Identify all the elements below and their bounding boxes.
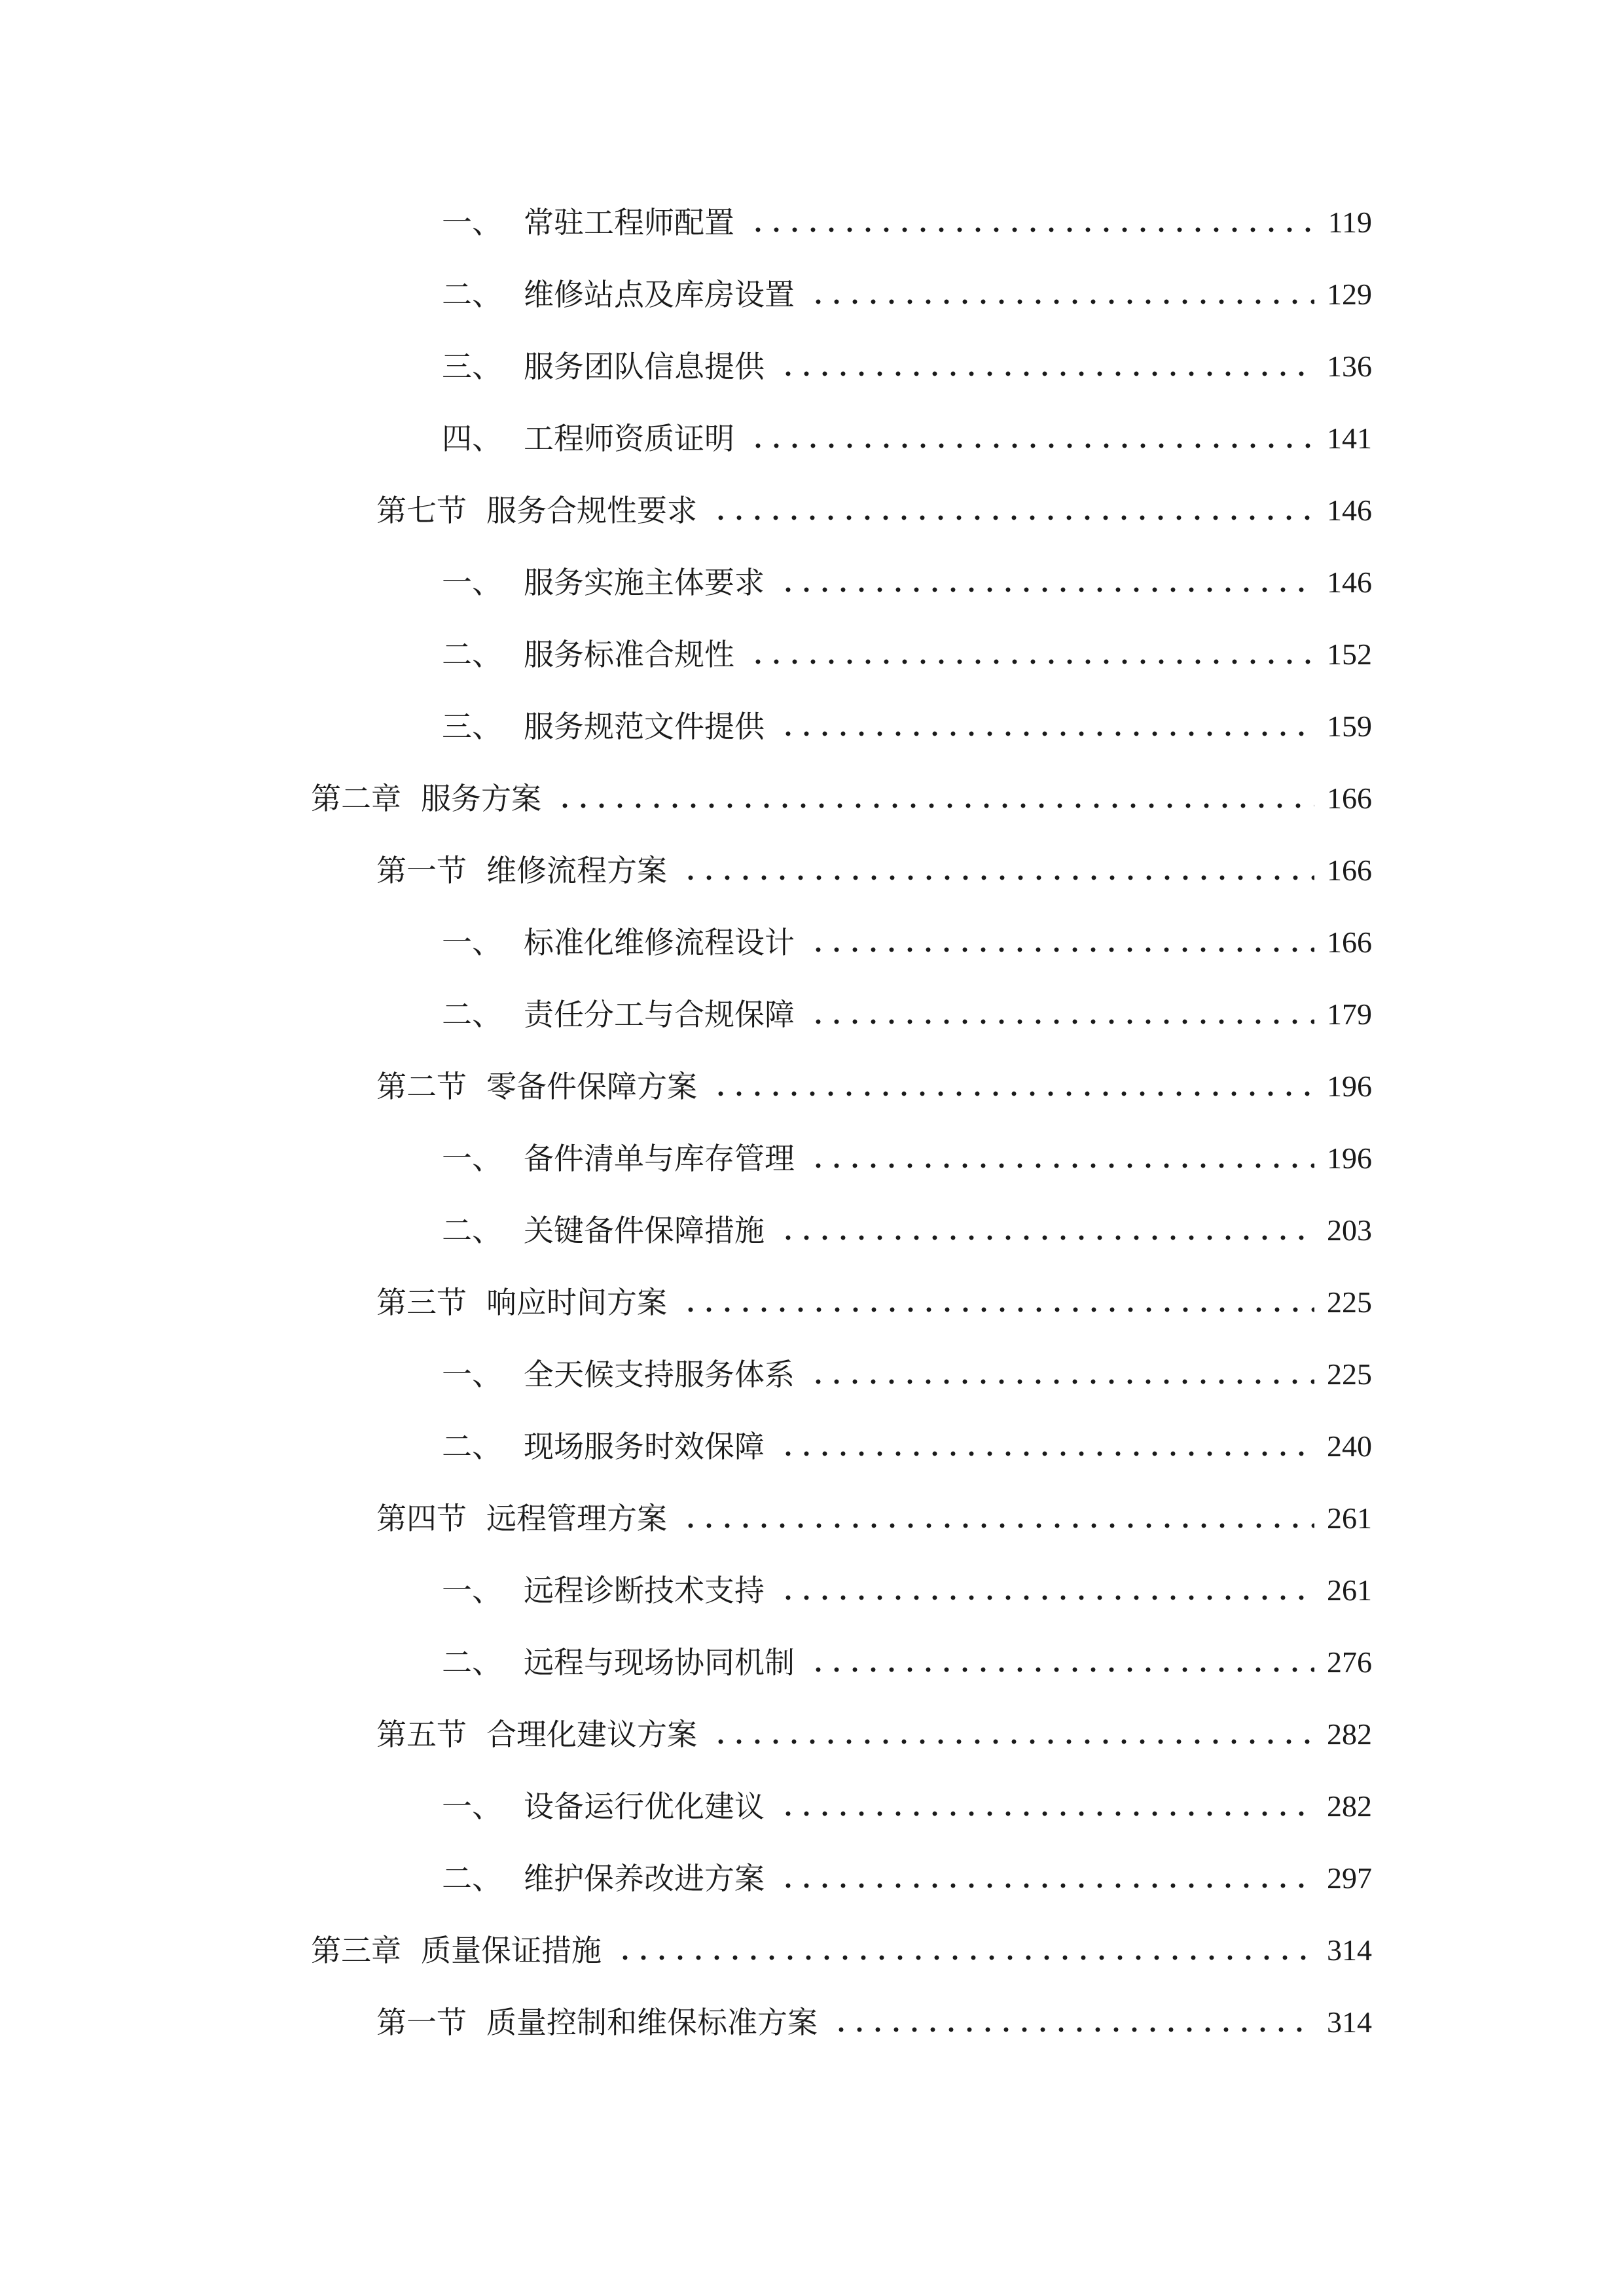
toc-entry[interactable] xyxy=(442,1643,1372,1682)
toc-entry-page-number: 166 xyxy=(1327,781,1372,815)
dot-leader xyxy=(809,275,1314,314)
toc-entry-title: 标准化维修流程设计 xyxy=(524,925,795,960)
dot-leader xyxy=(809,1355,1314,1394)
toc-entry-page-number: 196 xyxy=(1327,1069,1372,1103)
toc-entry[interactable] xyxy=(376,851,1372,890)
dot-leader xyxy=(712,491,1314,530)
toc-entry-page-number: 146 xyxy=(1327,565,1372,599)
toc-entry[interactable] xyxy=(442,995,1372,1034)
dot-leader xyxy=(616,1931,1314,1970)
dot-leader xyxy=(809,1139,1314,1178)
toc-entry[interactable] xyxy=(311,1931,1372,1970)
toc-entry-page-number: 203 xyxy=(1327,1213,1372,1247)
toc-entry-title: 工程师资质证明 xyxy=(524,421,734,456)
toc-entry-prefix: 三、 xyxy=(442,709,502,744)
toc-entry-page-number: 314 xyxy=(1327,1933,1372,1967)
toc-entry-page-number: 136 xyxy=(1327,350,1372,383)
toc-entry[interactable] xyxy=(442,1427,1372,1466)
toc-entry-page-number: 314 xyxy=(1327,2005,1372,2039)
toc-entry[interactable] xyxy=(442,635,1372,674)
toc-entry-prefix: 第三节 xyxy=(376,1285,467,1320)
toc-entry[interactable] xyxy=(442,1139,1372,1178)
toc-entry[interactable] xyxy=(376,1499,1372,1538)
toc-entry-page-number: 196 xyxy=(1327,1141,1372,1175)
toc-entry[interactable] xyxy=(442,275,1372,314)
dot-leader xyxy=(779,1787,1314,1826)
toc-entry-title: 零备件保障方案 xyxy=(486,1069,697,1104)
toc-entry-title: 远程与现场协同机制 xyxy=(524,1645,795,1680)
toc-entry-title: 常驻工程师配置 xyxy=(524,205,734,240)
toc-entry-prefix: 第四节 xyxy=(376,1501,467,1536)
dot-leader xyxy=(809,923,1314,962)
toc-entry-prefix: 二、 xyxy=(442,1213,502,1248)
toc-entry[interactable] xyxy=(442,1571,1372,1610)
dot-leader xyxy=(779,563,1314,602)
toc-entry[interactable] xyxy=(442,707,1372,746)
toc-entry-title: 响应时间方案 xyxy=(486,1285,667,1320)
toc-entry-title: 质量控制和维保标准方案 xyxy=(486,2005,818,2040)
toc-entry-page-number: 261 xyxy=(1327,1501,1372,1535)
toc-entry-prefix: 四、 xyxy=(442,421,502,456)
toc-entry-title: 服务合规性要求 xyxy=(486,493,697,528)
toc-entry-title: 服务实施主体要求 xyxy=(524,565,765,600)
toc-entry-prefix: 一、 xyxy=(442,925,502,960)
dot-leader xyxy=(712,1067,1314,1106)
toc-entry-page-number: 240 xyxy=(1327,1429,1372,1463)
dot-leader xyxy=(556,779,1314,818)
toc-entry-title: 责任分工与合规保障 xyxy=(524,997,795,1032)
toc-entry-page-number: 141 xyxy=(1327,422,1372,455)
toc-entry-title: 服务规范文件提供 xyxy=(524,709,765,744)
toc-entry[interactable] xyxy=(442,563,1372,602)
toc-entry-title: 服务标准合规性 xyxy=(524,637,734,672)
toc-entry-prefix: 第一节 xyxy=(376,853,467,888)
toc-entry[interactable] xyxy=(376,1283,1372,1322)
toc-entry-page-number: 152 xyxy=(1327,637,1372,671)
toc-entry-prefix: 二、 xyxy=(442,997,502,1032)
dot-leader xyxy=(779,1571,1314,1610)
toc-entry[interactable] xyxy=(442,1211,1372,1250)
toc-entry-title: 全天候支持服务体系 xyxy=(524,1357,795,1392)
toc-entry[interactable] xyxy=(442,203,1372,242)
toc-entry-title: 设备运行优化建议 xyxy=(524,1789,765,1824)
toc-entry-page-number: 159 xyxy=(1327,709,1372,743)
dot-leader xyxy=(681,1499,1314,1538)
toc-entry-prefix: 一、 xyxy=(442,205,502,240)
toc-entry-prefix: 二、 xyxy=(442,1645,502,1680)
toc-entry-title: 维护保养改进方案 xyxy=(524,1861,765,1896)
dot-leader xyxy=(832,2003,1314,2042)
toc-entry-prefix: 一、 xyxy=(442,1789,502,1824)
dot-leader xyxy=(712,1715,1314,1754)
toc-entry-page-number: 282 xyxy=(1327,1789,1372,1823)
toc-entry-page-number: 119 xyxy=(1327,206,1372,239)
toc-entry[interactable] xyxy=(442,1859,1372,1898)
dot-leader xyxy=(681,851,1314,890)
toc-entry-prefix: 二、 xyxy=(442,1429,502,1464)
toc-entry-prefix: 一、 xyxy=(442,1141,502,1176)
toc-entry-prefix: 第三章 xyxy=(311,1933,401,1968)
toc-entry-page-number: 225 xyxy=(1327,1285,1372,1319)
dot-leader xyxy=(749,635,1314,674)
toc-entry-prefix: 一、 xyxy=(442,1357,502,1392)
toc-entry-page-number: 166 xyxy=(1327,853,1372,887)
toc-entry[interactable] xyxy=(442,419,1372,458)
toc-entry[interactable] xyxy=(376,491,1372,530)
toc-entry-prefix: 二、 xyxy=(442,637,502,672)
toc-entry-page-number: 297 xyxy=(1327,1861,1372,1895)
toc-entry-title: 备件清单与库存管理 xyxy=(524,1141,795,1176)
dot-leader xyxy=(809,995,1314,1034)
toc-entry[interactable] xyxy=(442,347,1372,386)
toc-entry-title: 维修站点及库房设置 xyxy=(524,277,795,312)
toc-entry-title: 远程诊断技术支持 xyxy=(524,1573,765,1608)
dot-leader xyxy=(779,347,1314,386)
toc-entry[interactable] xyxy=(376,2003,1372,2042)
toc-entry[interactable] xyxy=(442,923,1372,962)
toc-entry-prefix: 第二章 xyxy=(311,781,401,816)
toc-entry-prefix: 第一节 xyxy=(376,2005,467,2040)
toc-entry-title: 远程管理方案 xyxy=(486,1501,667,1536)
toc-entry[interactable] xyxy=(376,1067,1372,1106)
dot-leader xyxy=(779,707,1314,746)
toc-entry-prefix: 第二节 xyxy=(376,1069,467,1104)
toc-entry-page-number: 225 xyxy=(1327,1357,1372,1391)
toc-entry[interactable] xyxy=(376,1715,1372,1754)
toc-entry-prefix: 二、 xyxy=(442,277,502,312)
toc-entry-prefix: 三、 xyxy=(442,349,502,384)
toc-entry-page-number: 146 xyxy=(1327,493,1372,527)
toc-entry-page-number: 282 xyxy=(1327,1717,1372,1751)
dot-leader xyxy=(779,1859,1314,1898)
toc-entry-prefix: 第七节 xyxy=(376,493,467,528)
toc-entry-title: 维修流程方案 xyxy=(486,853,667,888)
toc-entry-prefix: 二、 xyxy=(442,1861,502,1896)
toc-entry[interactable] xyxy=(311,779,1372,818)
dot-leader xyxy=(809,1643,1314,1682)
toc-entry[interactable] xyxy=(442,1787,1372,1826)
toc-entry-page-number: 179 xyxy=(1327,997,1372,1031)
dot-leader xyxy=(779,1427,1314,1466)
toc-entry-title: 合理化建议方案 xyxy=(486,1717,697,1752)
toc-entry-title: 质量保证措施 xyxy=(421,1933,602,1968)
toc-entry-page-number: 166 xyxy=(1327,925,1372,959)
toc-entry[interactable] xyxy=(442,1355,1372,1394)
dot-leader xyxy=(779,1211,1314,1250)
toc-entry-title: 关键备件保障措施 xyxy=(524,1213,765,1248)
toc-entry-prefix: 一、 xyxy=(442,565,502,600)
toc-entry-page-number: 129 xyxy=(1327,278,1372,311)
dot-leader xyxy=(749,203,1314,242)
dot-leader xyxy=(749,419,1314,458)
toc-entry-prefix: 第五节 xyxy=(376,1717,467,1752)
dot-leader xyxy=(681,1283,1314,1322)
toc-entry-page-number: 261 xyxy=(1327,1573,1372,1607)
toc-entry-prefix: 一、 xyxy=(442,1573,502,1608)
toc-entry-title: 服务方案 xyxy=(421,781,541,816)
toc-entry-page-number: 276 xyxy=(1327,1645,1372,1679)
toc-entry-title: 服务团队信息提供 xyxy=(524,349,765,384)
toc-entry-title: 现场服务时效保障 xyxy=(524,1429,765,1464)
